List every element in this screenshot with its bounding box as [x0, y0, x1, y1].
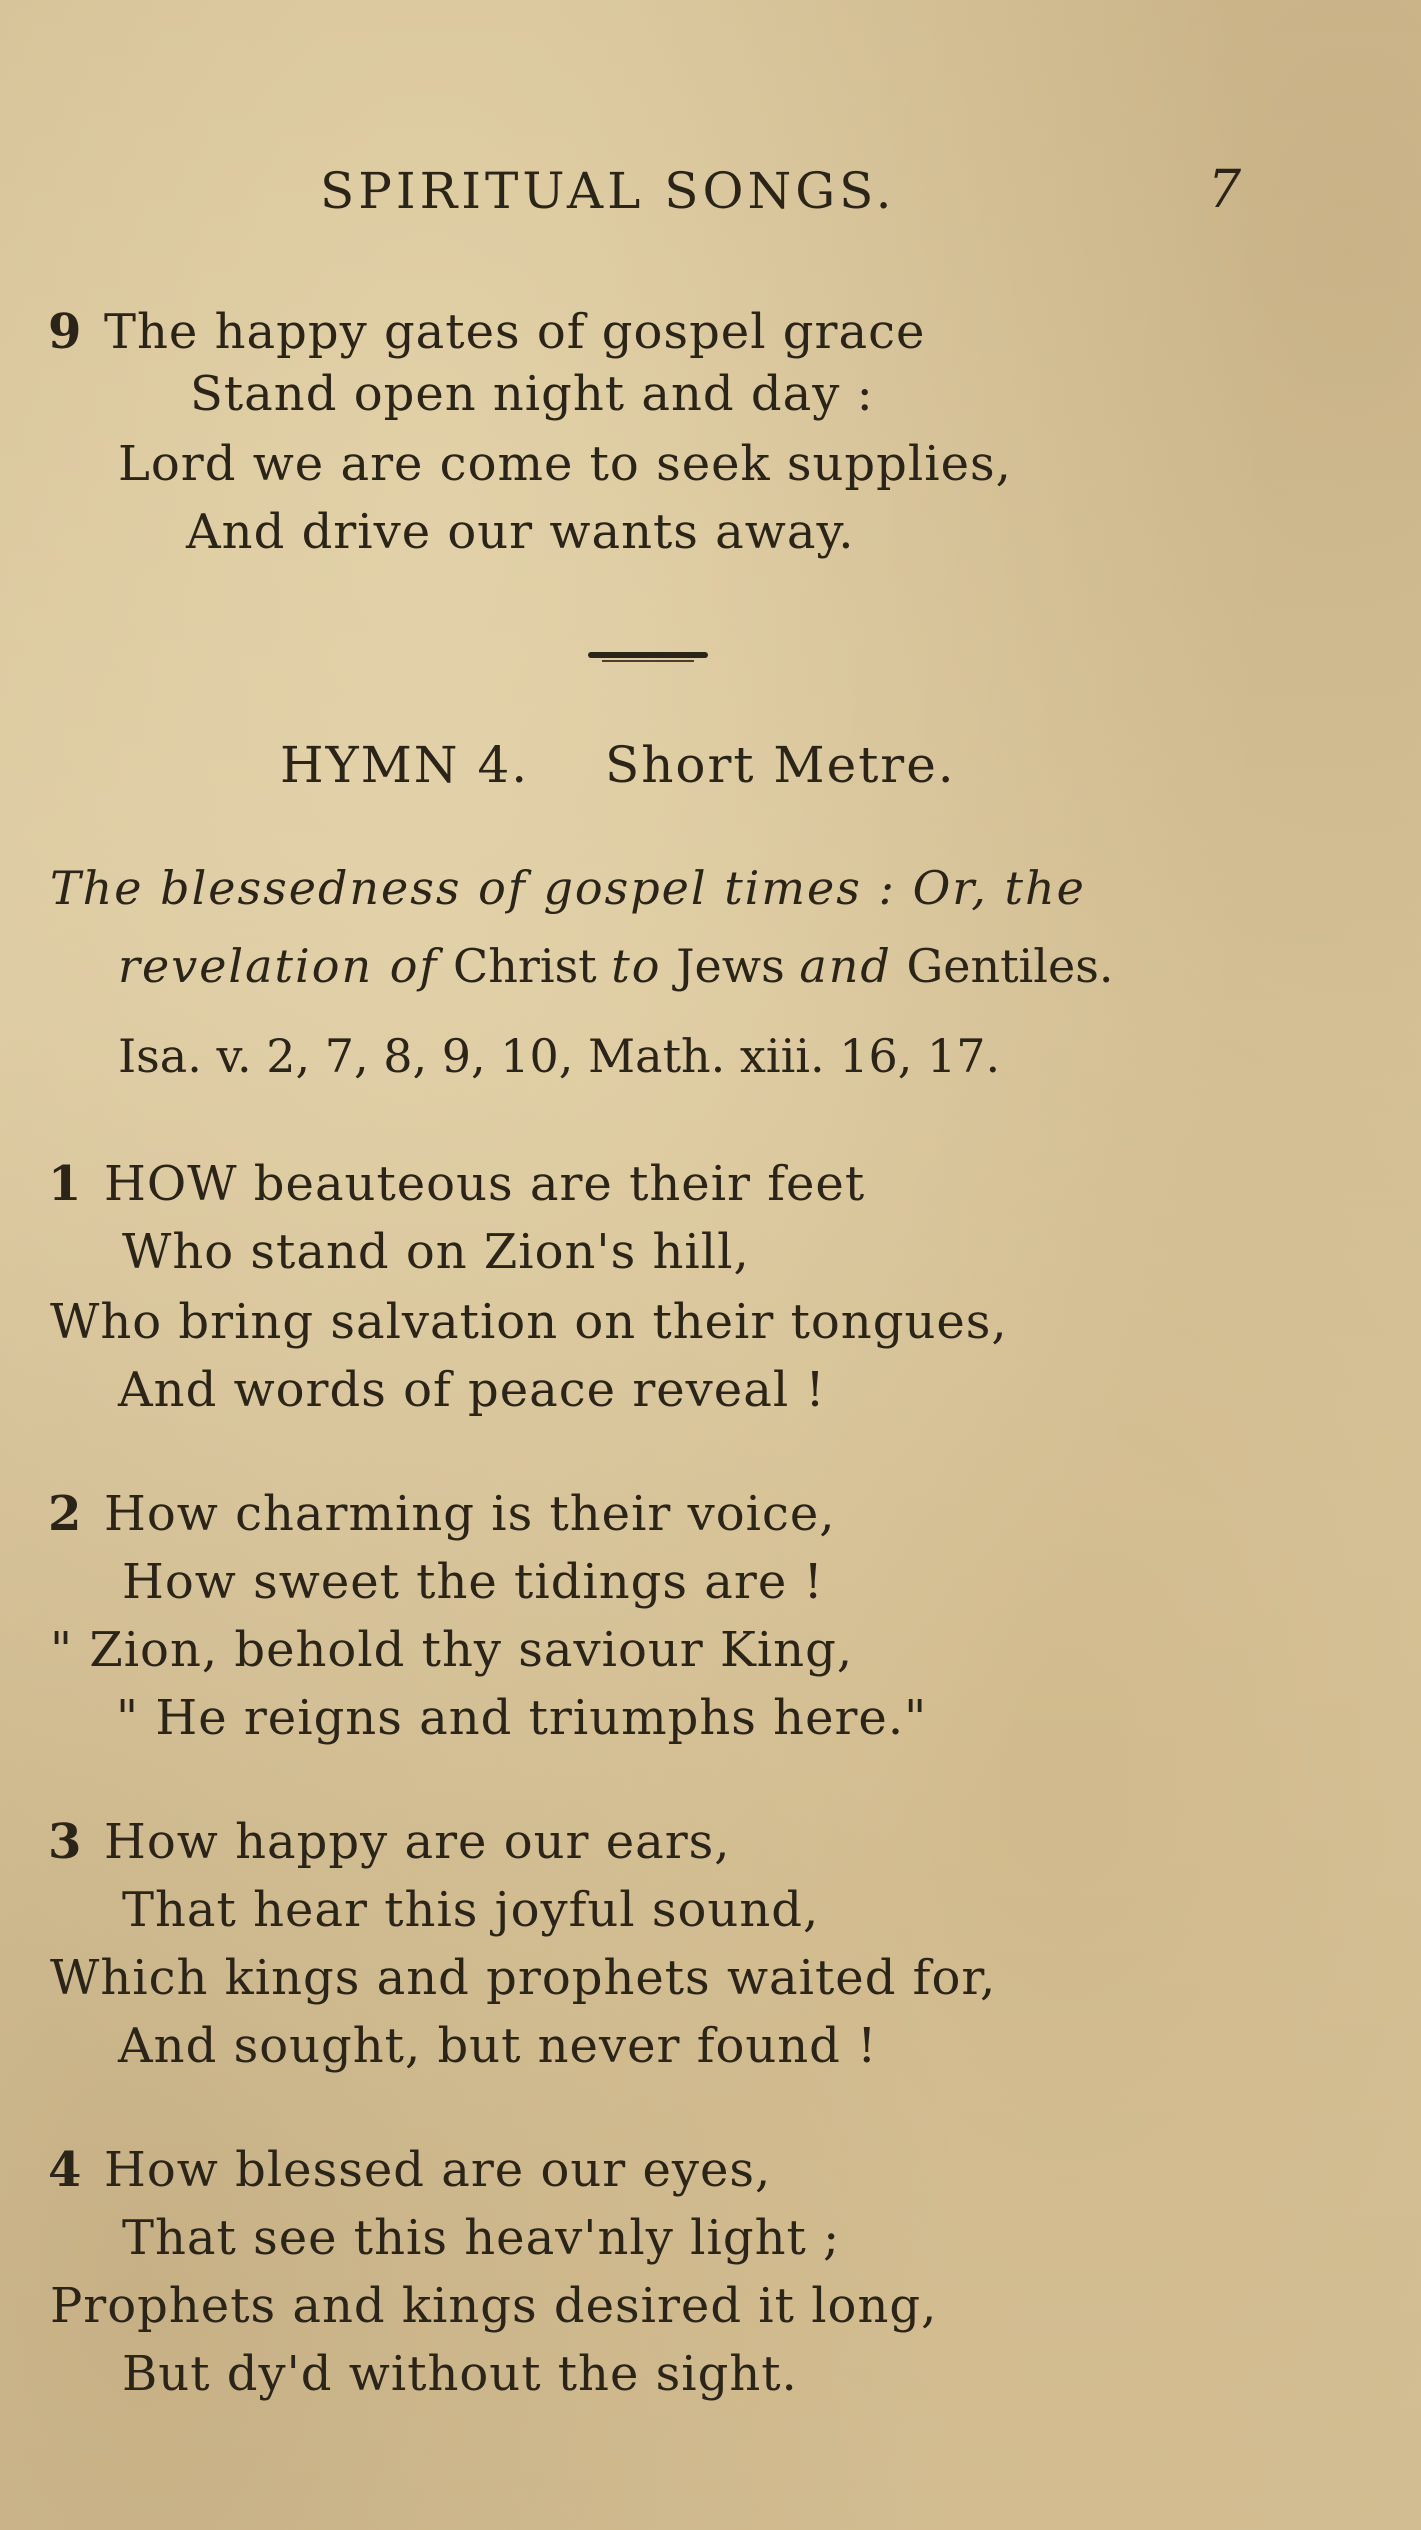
verse-number: 4 — [48, 2142, 83, 2198]
verse-number: 9 — [48, 304, 83, 360]
verse-number: 3 — [48, 1814, 83, 1870]
scripture-reference: Isa. v. 2, 7, 8, 9, 10, Math. xiii. 16, 17. — [118, 1029, 1001, 1083]
verse-number: 2 — [48, 1486, 83, 1542]
verse-line: Stand open night and day : — [190, 366, 874, 422]
hymn-subtitle-line: revelation of Christ to Jews and Gentiles. — [118, 939, 1114, 993]
verse-line: And words of peace reveal ! — [118, 1362, 826, 1418]
hymn-heading — [280, 736, 956, 794]
hymn-number: HYMN 4. — [280, 736, 530, 794]
verse-line: Prophets and kings desired it long, — [50, 2278, 938, 2334]
page-number: 7 — [1208, 160, 1242, 220]
verse-line: That hear this joyful sound, — [122, 1882, 820, 1938]
verse-line: Who stand on Zion's hill, — [122, 1224, 750, 1280]
verse-line: " He reigns and triumphs here." — [116, 1690, 928, 1746]
verse-line: And drive our wants away. — [186, 504, 855, 560]
verse-line: 3 How happy are our ears, — [48, 1814, 731, 1870]
verse-line: 2 How charming is their voice, — [48, 1486, 836, 1542]
running-header: SPIRITUAL SONGS. — [320, 162, 896, 220]
verse-line: How sweet the tidings are ! — [122, 1554, 824, 1610]
verse-line: 9 The happy gates of gospel grace — [48, 304, 926, 360]
verse-line: But dy'd without the sight. — [122, 2346, 798, 2402]
verse-line: And sought, but never found ! — [118, 2018, 878, 2074]
verse-line: " Zion, behold thy saviour King, — [50, 1622, 854, 1678]
verse-line: Which kings and prophets waited for, — [50, 1950, 997, 2006]
verse-line: Lord we are come to seek supplies, — [118, 436, 1012, 492]
verse-line: That see this heav'nly light ; — [122, 2210, 841, 2266]
verse-line: Who bring salvation on their tongues, — [50, 1294, 1008, 1350]
hymn-subtitle-line: The blessedness of gospel times : Or, the — [50, 861, 1086, 915]
section-divider — [588, 652, 708, 658]
hymn-metre: Short Metre. — [604, 736, 956, 794]
verse-line: 4 How blessed are our eyes, — [48, 2142, 772, 2198]
verse-line: 1 HOW beauteous are their feet — [48, 1156, 866, 1212]
verse-number: 1 — [48, 1156, 83, 1212]
